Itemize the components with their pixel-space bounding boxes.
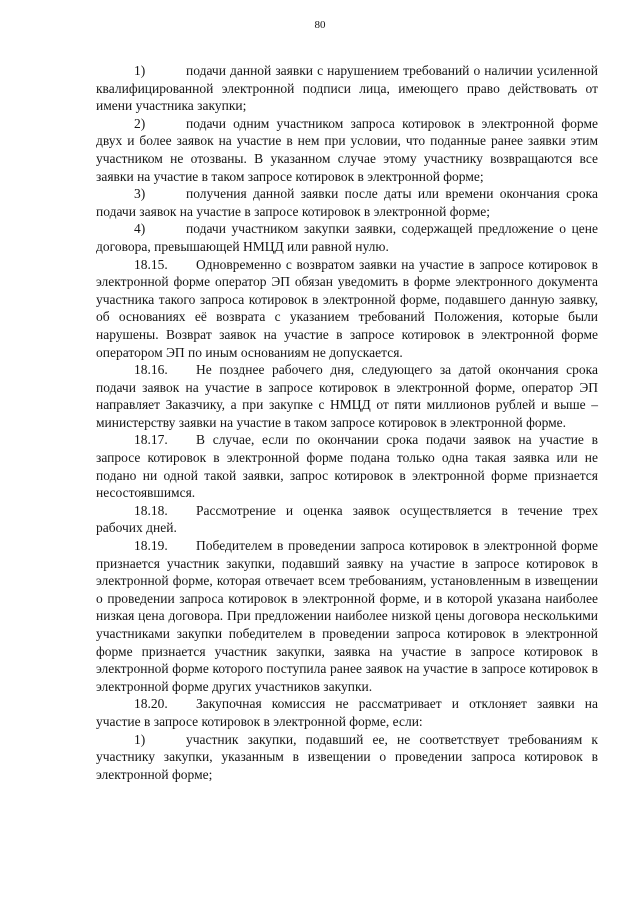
page-number: 80 <box>314 19 326 31</box>
list-item <box>96 731 598 784</box>
paragraph-text: получения данной заявки после даты или времени окончания срока подачи заявок на участие в запросе котировок в электронной форме; <box>96 186 598 219</box>
list-item-number: 1) <box>134 63 146 78</box>
paragraph-text: В случае, если по окончании срока подачи заявок на участие в запросе котировок в электронной форме подана только одна такая заявка или не подано ни одной такой заявки, запрос котировок в электронной форме признается несостоявшимся. <box>96 432 598 501</box>
list-item-number: 2) <box>134 115 146 131</box>
paragraph-text: Победителем в проведении запроса котировок в электронной форме признается участник закупки, подавший заявку на участие в запросе котировок в электронной форме, которая отвечает всем требованиям, установленным в извещении о проведении запроса котировок в электронной форме, и в которой указана наиболее низкая цена договора. При предложении наиболее низкой цены договора несколькими участниками закупки победителем в проведении запроса котировок в электронной форме признается участник закупки, заявка на участие в запросе котировок в электронной форме которого поступила ранее заявок на участие в запросе котировок в электронной форме других участников закупки. <box>96 538 598 694</box>
clause-18-19 <box>96 537 598 695</box>
clause-number: 18.20. <box>134 696 168 712</box>
paragraph-text: участник закупки, подавший ее, не соответствует требованиям к участнику закупки, указанным в извещении о проведении запроса котировок в электронной форме; <box>96 731 598 782</box>
clause-number: 18.18. <box>134 502 168 518</box>
list-item-number: 1) <box>134 731 146 747</box>
clause-18-16 <box>96 361 598 431</box>
paragraph-text: Одновременно с возвратом заявки на участие в запросе котировок в электронной форме оператор ЭП обязан уведомить в форме электронного документа участника такого запроса котировок в электронной форме, подавшего данную заявку, об основаниях её возврата с указанием требований Положения, которые были нарушены. Возврат заявок на участие в запросе котировок в электронной форме оператором ЭП по иным основаниям не допускается. <box>96 256 598 360</box>
list-item <box>96 185 598 220</box>
list-item <box>96 62 598 115</box>
clause-number: 18.17. <box>134 432 168 448</box>
list-item-number: 3) <box>134 186 146 202</box>
clause-number: 18.15. <box>134 256 168 272</box>
list-item-number: 4) <box>134 221 146 237</box>
document-body <box>96 62 598 783</box>
paragraph-text: Не позднее рабочего дня, следующего за датой окончания срока подачи заявок на участие в запросе котировок в электронной форме, оператор ЭП направляет Заказчику, а при закупке с НМЦД от пяти миллионов рублей и выше – министерству заявки на участие в таком запросе котировок в электронной форме. <box>96 362 598 430</box>
paragraph-text: Рассмотрение и оценка заявок осуществляется в течение трех рабочих дней. <box>96 502 598 536</box>
paragraph-text: подачи участником закупки заявки, содержащей предложение о цене договора, превышающей НМЦД или равной нулю. <box>96 221 598 254</box>
clause-number: 18.16. <box>134 362 168 378</box>
clause-18-18 <box>96 502 598 537</box>
clause-18-17 <box>96 431 598 501</box>
clause-number: 18.19. <box>134 538 168 554</box>
paragraph-text: подачи данной заявки с нарушением требований о наличии усиленной квалифицированной электронной подписи лица, имеющего право действовать от имени участника закупки; <box>96 63 598 114</box>
clause-18-20 <box>96 695 598 730</box>
list-item <box>96 220 598 255</box>
list-item <box>96 115 598 185</box>
paragraph-text: Закупочная комиссия не рассматривает и отклоняет заявки на участие в запросе котировок в электронной форме, если: <box>96 696 598 729</box>
clause-18-15 <box>96 256 598 362</box>
paragraph-text: подачи одним участником запроса котировок в электронной форме двух и более заявок на участие в нем при условии, что поданные ранее заявки этим участником не отозваны. В указанном случае этому участнику возвращаются все заявки на участие в таком запросе котировок в электронной форме; <box>96 115 598 184</box>
